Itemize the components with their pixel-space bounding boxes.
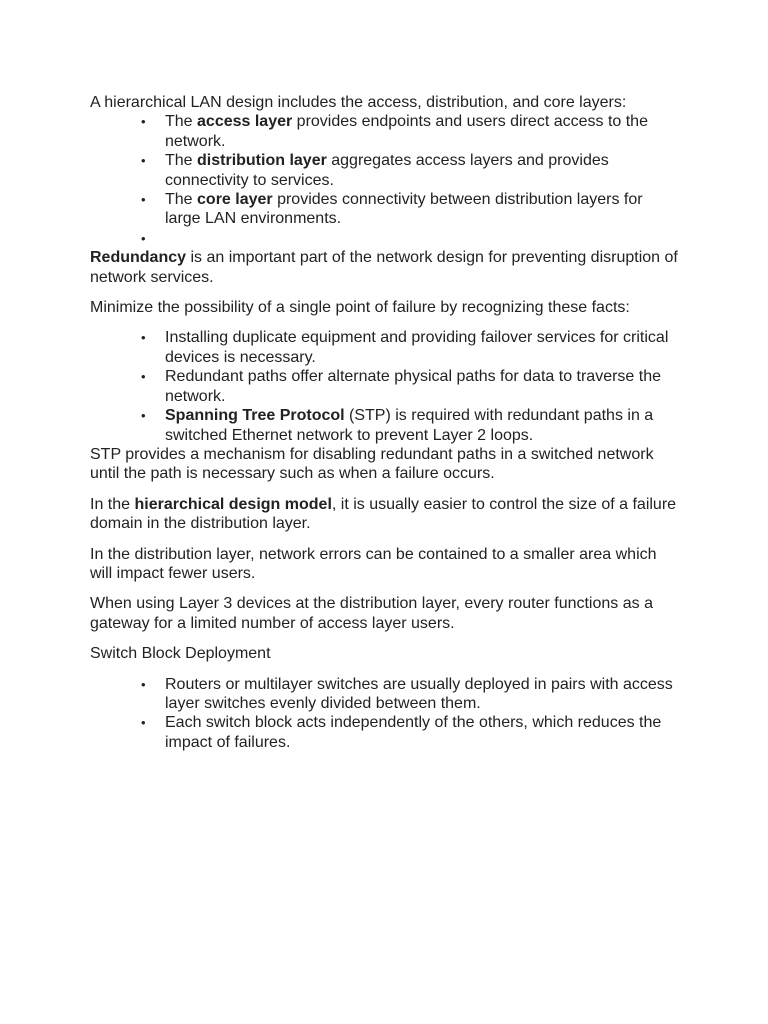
minimize-paragraph: Minimize the possibility of a single point of failure by recognizing these facts: (90, 299, 630, 317)
list-item-text: Redundant paths offer alternate physical paths for data to traverse the network. (165, 368, 662, 405)
list-item-text: aggregates access layers and provides connectivity to services. (165, 152, 609, 189)
bullet-icon: • (141, 676, 146, 692)
document-page (90, 93, 680, 752)
list-item (90, 151, 680, 190)
switch-block-heading: Switch Block Deployment (90, 645, 271, 663)
layers-list (90, 112, 680, 248)
distribution-errors-paragraph: In the distribution layer, network errors can be contained to a smaller area which will impact fewer users. (90, 545, 657, 582)
list-item-text: provides endpoints and users direct access to the network. (165, 113, 648, 150)
redundancy-term: Redundancy (90, 249, 187, 267)
list-item-text: The (165, 152, 198, 170)
list-item-text: Installing duplicate equipment and providing failover services for critical devices is necessary. (165, 329, 669, 366)
list-item-term: access layer (197, 113, 293, 131)
bullet-icon: • (141, 369, 146, 385)
list-item (90, 190, 680, 229)
list-item (90, 112, 680, 151)
list-item-term: distribution layer (197, 152, 327, 170)
bullet-icon: • (141, 114, 146, 130)
hierarchical-text: In the (90, 495, 135, 513)
list-item (90, 713, 680, 752)
list-item-term: core layer (197, 191, 273, 209)
bullet-icon: • (141, 408, 146, 424)
list-item-text: The (165, 191, 198, 209)
list-item (90, 406, 680, 445)
hierarchical-term: hierarchical design model (134, 495, 332, 513)
list-item (90, 675, 680, 714)
list-item-term: Spanning Tree Protocol (165, 407, 345, 425)
bullet-icon: • (141, 715, 146, 731)
list-item-text: provides connectivity between distribution layers for large LAN environments. (165, 191, 643, 228)
switch-block-list (90, 675, 680, 753)
intro-paragraph: A hierarchical LAN design includes the access, distribution, and core layers: (90, 94, 627, 111)
hierarchical-paragraph (90, 495, 680, 534)
list-item-text: The (165, 113, 198, 131)
layer3-paragraph: When using Layer 3 devices at the distribution layer, every router functions as a gateway for a limited number of access layer users. (90, 595, 653, 632)
list-item-empty (90, 229, 680, 248)
facts-list (90, 328, 680, 444)
hierarchical-text: , it is usually easier to control the size of a failure domain in the distribution layer. (90, 495, 677, 533)
list-item-text: Each switch block acts independently of the others, which reduces the impact of failures. (165, 714, 662, 751)
list-item (90, 328, 680, 367)
bullet-icon: • (141, 153, 146, 169)
list-item (90, 367, 680, 406)
list-item-text: (STP) is required with redundant paths in a switched Ethernet network to prevent Layer 2 loops. (165, 407, 654, 444)
bullet-icon: • (141, 330, 146, 346)
redundancy-paragraph (90, 248, 680, 287)
list-item-text: Routers or multilayer switches are usually deployed in pairs with access layer switches evenly divided between them. (165, 675, 673, 712)
bullet-icon: • (141, 230, 146, 246)
redundancy-text: is an important part of the network design for preventing disruption of network services. (90, 249, 678, 286)
stp-paragraph: STP provides a mechanism for disabling redundant paths in a switched network until the path is necessary such as when a failure occurs. (90, 445, 654, 483)
bullet-icon: • (141, 192, 146, 208)
